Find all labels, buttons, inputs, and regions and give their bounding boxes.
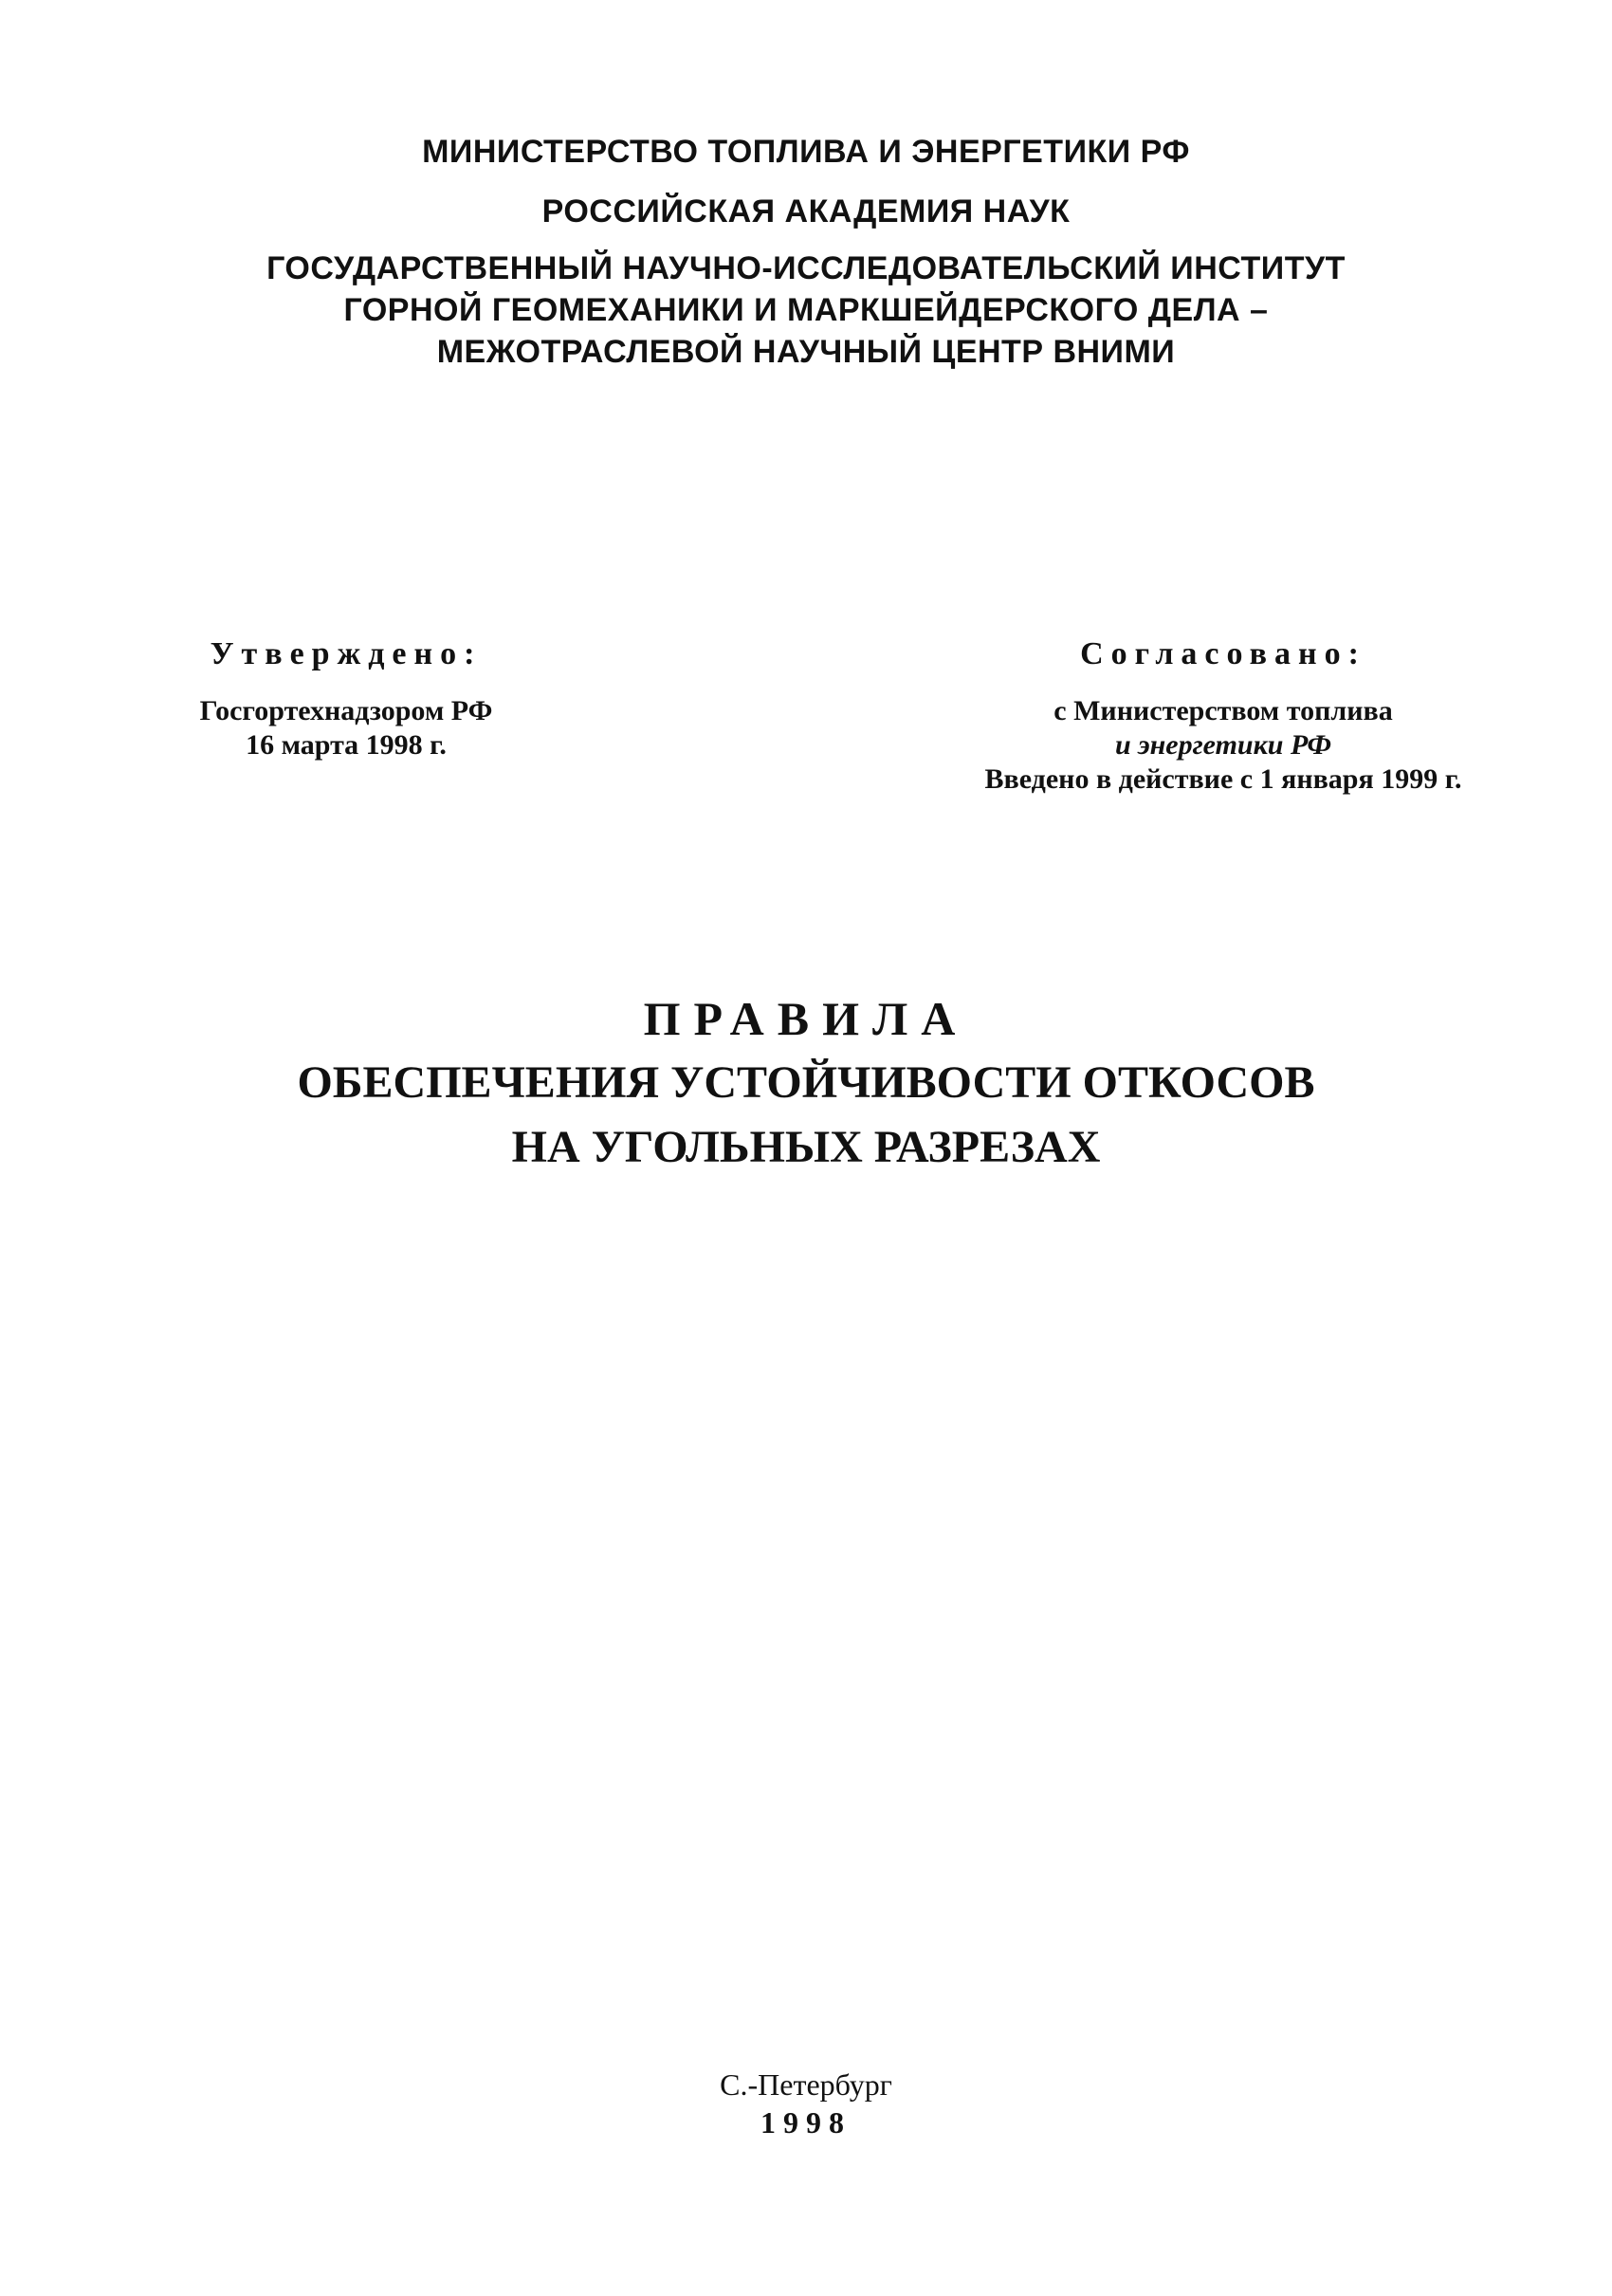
publication-city: С.-Петербург: [720, 2067, 892, 2102]
institute-line-1: ГОСУДАРСТВЕННЫЙ НАУЧНО-ИССЛЕДОВАТЕЛЬСКИЙ ИНСТИТУТ: [266, 250, 1346, 286]
approved-by: Госгортехнадзором РФ: [199, 695, 493, 726]
institute-line-2: ГОРНОЙ ГЕОМЕХАНИКИ И МАРКШЕЙДЕРСКОГО ДЕЛА –: [343, 292, 1269, 328]
ministry-name: МИНИСТЕРСТВО ТОПЛИВА И ЭНЕРГЕТИКИ РФ: [422, 134, 1190, 170]
agreed-block: [939, 634, 1508, 797]
document-subtitle-line-1: ОБЕСПЕЧЕНИЯ УСТОЙЧИВОСТИ ОТКОСОВ: [297, 1057, 1315, 1108]
approved-date: 16 марта 1998 г.: [246, 729, 447, 761]
agreed-line-2: и энергетики РФ: [1114, 729, 1332, 761]
agreed-effective-date: Введено в действие с 1 января 1999 г.: [984, 763, 1462, 795]
document-title: ПРАВИЛА: [643, 992, 969, 1045]
agreed-line-1: с Министерством топлива: [1053, 695, 1393, 726]
approved-heading: Утверждено:: [210, 636, 483, 671]
academy-name: РОССИЙСКАЯ АКАДЕМИЯ НАУК: [541, 193, 1071, 230]
publication-year: 1998: [760, 2105, 852, 2140]
institute-line-3: МЕЖОТРАСЛЕВОЙ НАУЧНЫЙ ЦЕНТР ВНИМИ: [436, 334, 1176, 370]
agreed-heading: Согласовано:: [1080, 636, 1366, 671]
document-subtitle-line-2: НА УГОЛЬНЫХ РАЗРЕЗАХ: [511, 1122, 1101, 1172]
institute-name: [0, 248, 1612, 373]
approved-block: [133, 634, 559, 762]
